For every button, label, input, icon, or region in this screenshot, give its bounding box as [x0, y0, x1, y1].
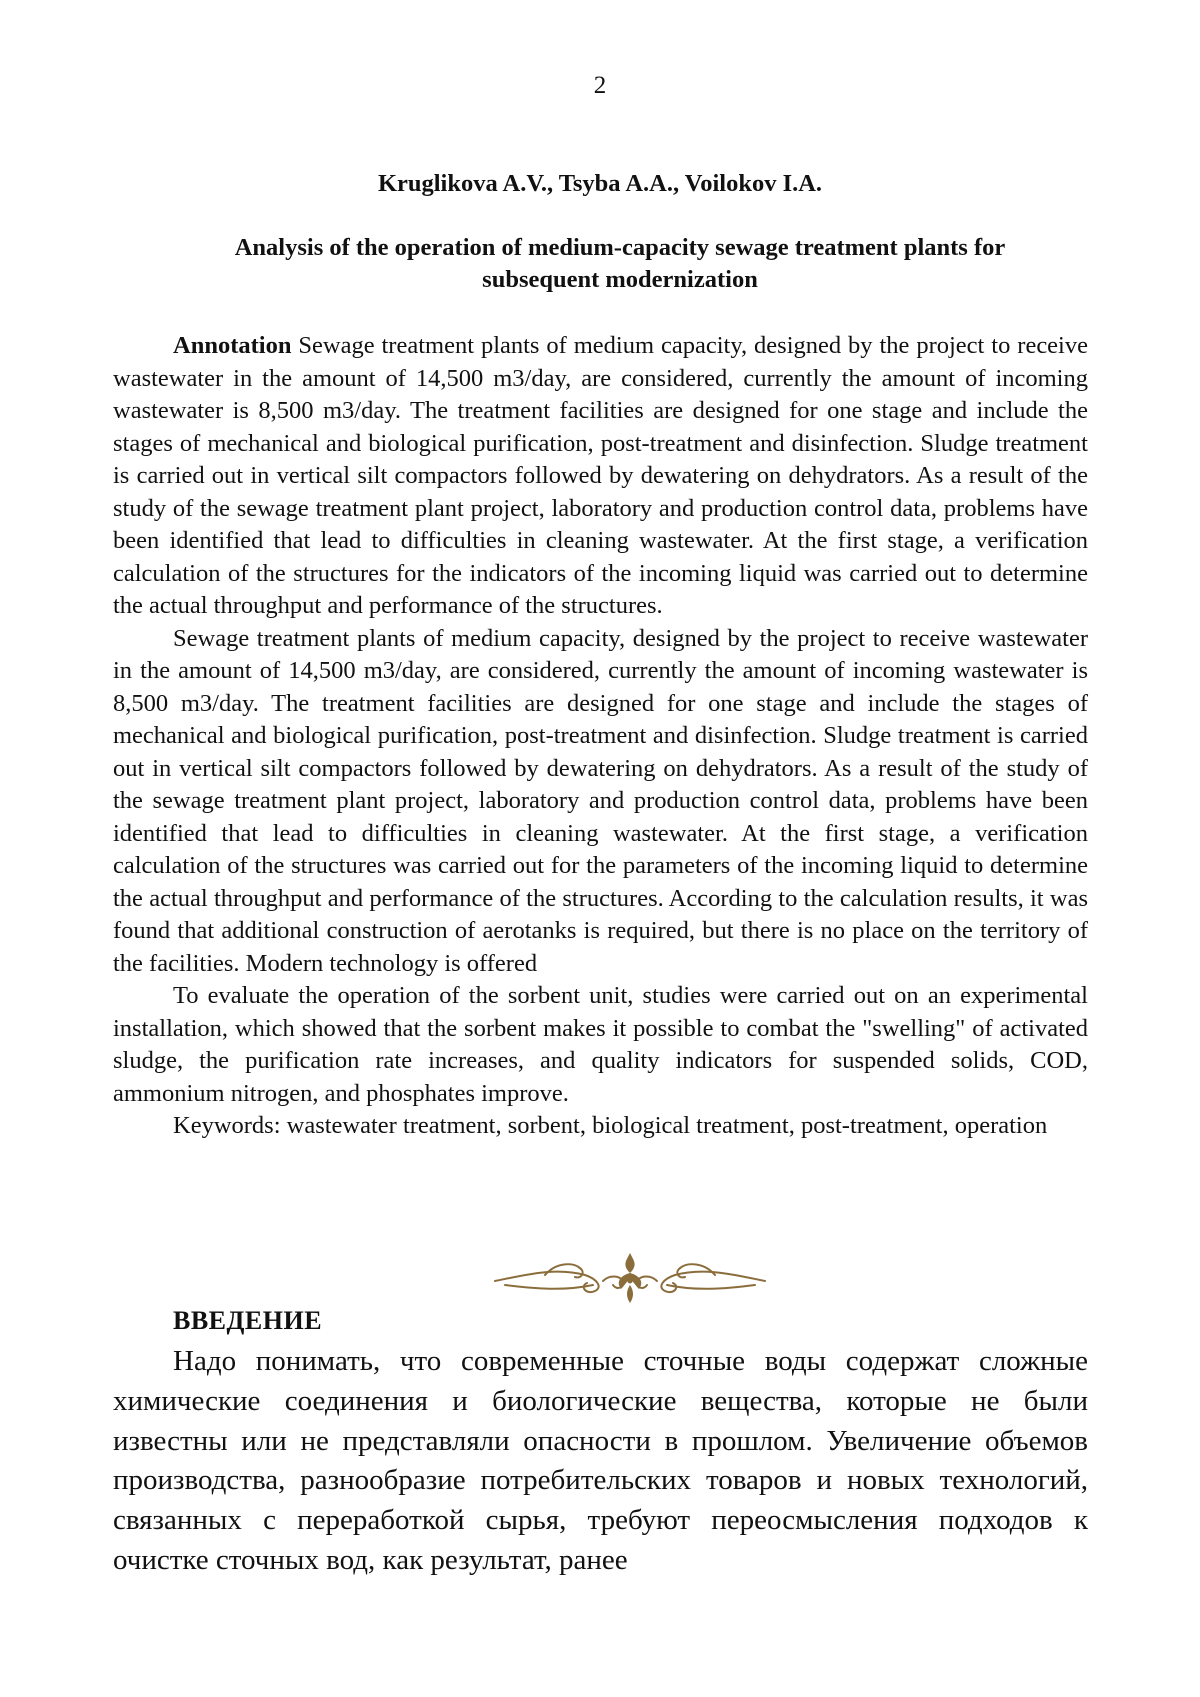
- annotation-paragraph: [113, 330, 1088, 623]
- introduction-paragraph: Надо понимать, что современные сточные воды содержат сложные химические соединения и биологические вещества, которые не были известны или не представляли опасности в прошлом. Увеличение объемов производства, разнообразие потребительских товаров и новых технологий, связанных с переработкой сырья, требуют переосмысления подходов к очистке сточных вод, как результат, ранее: [113, 1345, 1088, 1576]
- abstract-paragraph-3: To evaluate the operation of the sorbent unit, studies were carried out on an experimental installation, which showed that the sorbent makes it possible to combat the "swelling" of activated sludge, the purification rate increases, and quality indicators for suspended solids, COD, ammonium nitrogen, and phosphates improve.: [113, 982, 1088, 1107]
- authors: Kruglikova A.V., Tsyba A.A., Voilokov I.A.: [377, 170, 823, 197]
- annotation-label: Annotation: [173, 332, 292, 359]
- introduction: [113, 1342, 1088, 1581]
- annotation-text: Sewage treatment plants of medium capacity, designed by the project to receive wastewater in the amount of 14,500 m3/day, are considered, currently the amount of incoming wastewater is 8,500 m3/day. The treatment facilities are designed for one stage and include the stages of mechanical and biological purification, post-treatment and disinfection. Sludge treatment is carried out in vertical silt compactors followed by dewatering on dehydrators. As a result of the study of the sewage treatment plant project, laboratory and production control data, problems have been identified that lead to difficulties in cleaning wastewater. At the first stage, a verification calculation of the structures for the indicators of the incoming liquid was carried out to determine the actual throughput and performance of the structures.: [113, 332, 1088, 619]
- abstract-paragraph-2: Sewage treatment plants of medium capacity, designed by the project to receive wastewater in the amount of 14,500 m3/day, are considered, currently the amount of incoming wastewater is 8,500 m3/day. The treatment facilities are designed for one stage and include the stages of mechanical and biological purification, post-treatment and disinfection. Sludge treatment is carried out in vertical silt compactors followed by dewatering on dehydrators. As a result of the study of the sewage treatment plant project, laboratory and production control data, problems have been identified that lead to difficulties in cleaning wastewater. At the first stage, a verification calculation of the structures was carried out for the parameters of the incoming liquid to determine the actual throughput and performance of the structures. According to the calculation results, it was found that additional construction of aerotanks is required, but there is no place on the territory of the facilities. Modern technology is offered: [113, 624, 1088, 977]
- abstract: [113, 330, 1088, 1143]
- keywords: Keywords: wastewater treatment, sorbent, biological treatment, post-treatment, operation: [173, 1112, 1048, 1139]
- paper-title: Analysis of the operation of medium-capacity sewage treatment plants for subsequent modernization: [234, 234, 1006, 293]
- decorative-flourish-icon: [485, 1245, 775, 1309]
- section-heading: ВВЕДЕНИЕ: [173, 1306, 323, 1335]
- page-number: 2: [593, 72, 607, 99]
